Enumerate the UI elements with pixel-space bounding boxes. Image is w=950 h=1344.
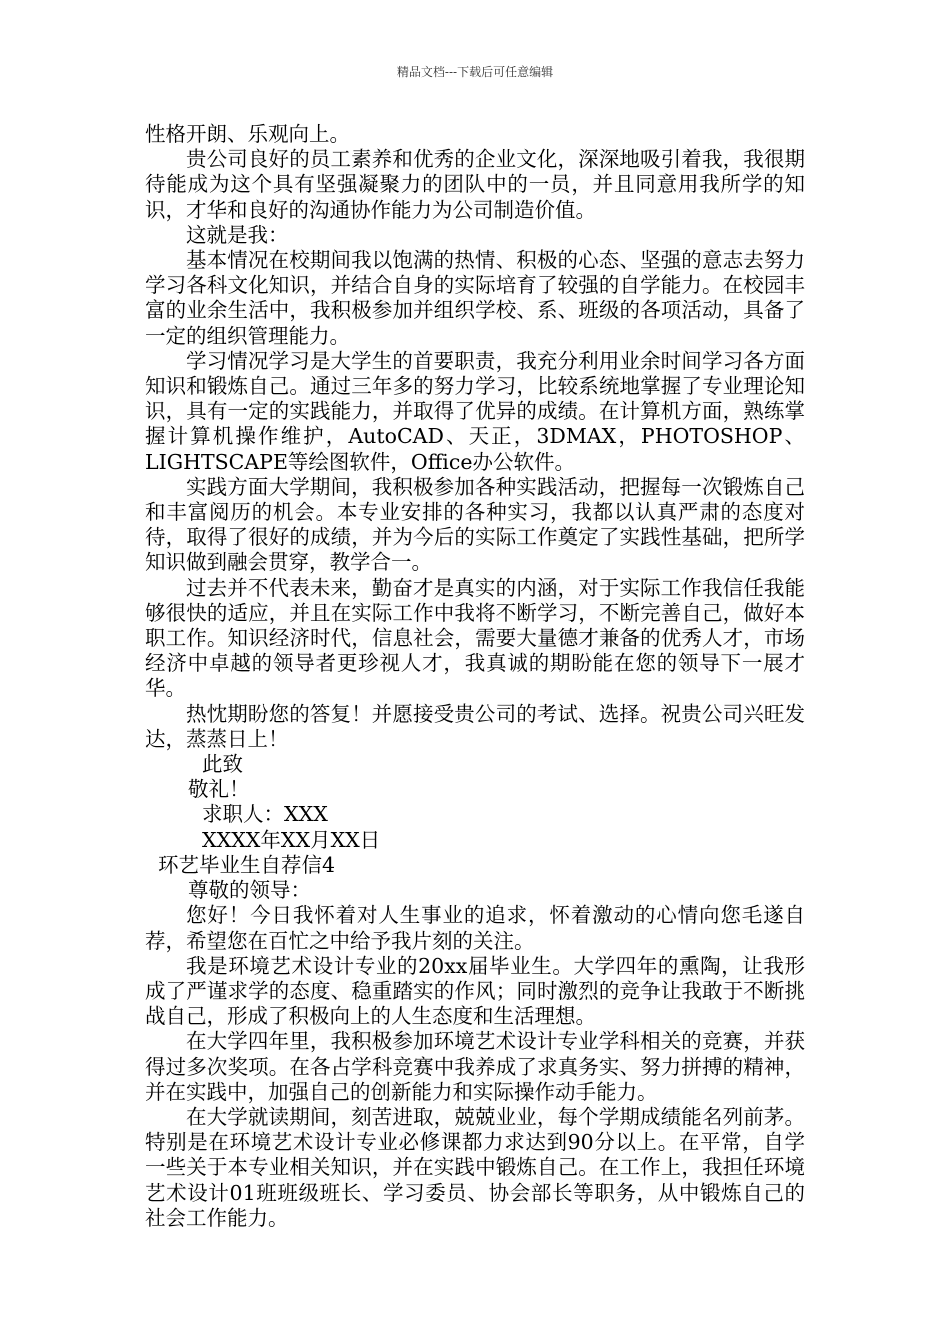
paragraph: 热忱期盼您的答复！并愿接受贵公司的考试、选择。祝贵公司兴旺发达，蒸蒸日上！ [145,701,805,751]
closing-salute: 敬礼！ [188,777,250,802]
letter-greeting: 尊敬的领导： [188,878,311,903]
applicant-signature: 求职人：XXX [202,802,328,827]
letter-title: 环艺毕业生自荐信4 [158,852,336,877]
paragraph: 在大学四年里，我积极参加环境艺术设计专业学科相关的竞赛，并获得过多次奖项。在各占学科竞赛中我养成了求真务实、努力拼搏的精神，并在实践中，加强自己的创新能力和实际操作动手能力。 [145,1029,805,1104]
letter-date: XXXX年XX月XX日 [202,827,381,852]
paragraph: 您好！今日我怀着对人生事业的追求，怀着激动的心情向您毛遂自荐，希望您在百忙之中给予我片刻的关注。 [145,903,805,953]
paragraph: 性格开朗、乐观向上。 [145,122,350,146]
paragraph: 实践方面大学期间，我积极参加各种实践活动，把握每一次锻炼自己和丰富阅历的机会。本专业安排的各种实习，我都以认真严肃的态度对待，取得了很好的成绩，并为今后的实际工作奠定了实践性基础，把所学知识做到融会贯穿，教学合一。 [145,474,805,575]
paragraph: 学习情况学习是大学生的首要职责，我充分利用业余时间学习各方面知识和锻炼自己。通过三年多的努力学习，比较系统地掌握了专业理论知识，具有一定的实践能力，并取得了优异的成绩。在计算机方面，熟练掌握计算机操作维护，AutoCAD、天正，3DMAX，PHOTOSHOP、LIGHTSCAPE等绘图软件，Office办公软件。 [145,348,805,474]
paragraph: 在大学就读期间，刻苦进取，兢兢业业，每个学期成绩能名列前茅。特别是在环境艺术设计专业必修课都力求达到90分以上。在平常，自学一些关于本专业相关知识，并在实践中锻炼自己。在工作上，我担任环境艺术设计01班班级班长、学习委员、协会部长等职务，从中锻炼自己的社会工作能力。 [145,1104,805,1230]
paragraph: 这就是我： [186,222,289,247]
paragraph: 我是环境艺术设计专业的20xx届毕业生。大学四年的熏陶，让我形成了严谨求学的态度、稳重踏实的作风；同时激烈的竞争让我敢于不断挑战自己，形成了积极向上的人生态度和生活理想。 [145,953,805,1029]
paragraph: 贵公司良好的员工素养和优秀的企业文化，深深地吸引着我，我很期待能成为这个具有坚强凝聚力的团队中的一员，并且同意用我所学的知识，才华和良好的沟通协作能力为公司制造价值。 [145,147,805,222]
paragraph: 过去并不代表未来，勤奋才是真实的内涵，对于实际工作我信任我能够很快的适应，并且在实际工作中我将不断学习，不断完善自己，做好本职工作。知识经济时代，信息社会，需要大量德才兼备的优秀人才，市场经济中卓越的领导者更珍视人才，我真诚的期盼能在您的领导下一展才华。 [145,575,805,701]
document-body [145,122,805,1231]
closing-regards: 此致 [202,752,243,777]
page-header: 精品文档---下载后可任意编辑 [396,65,554,79]
paragraph: 基本情况在校期间我以饱满的热情、积极的心态、坚强的意志去努力学习各科文化知识，并结合自身的实际培育了较强的自学能力。在校园丰富的业余生活中，我积极参加并组织学校、系、班级的各项活动，具备了一定的组织管理能力。 [145,248,805,348]
